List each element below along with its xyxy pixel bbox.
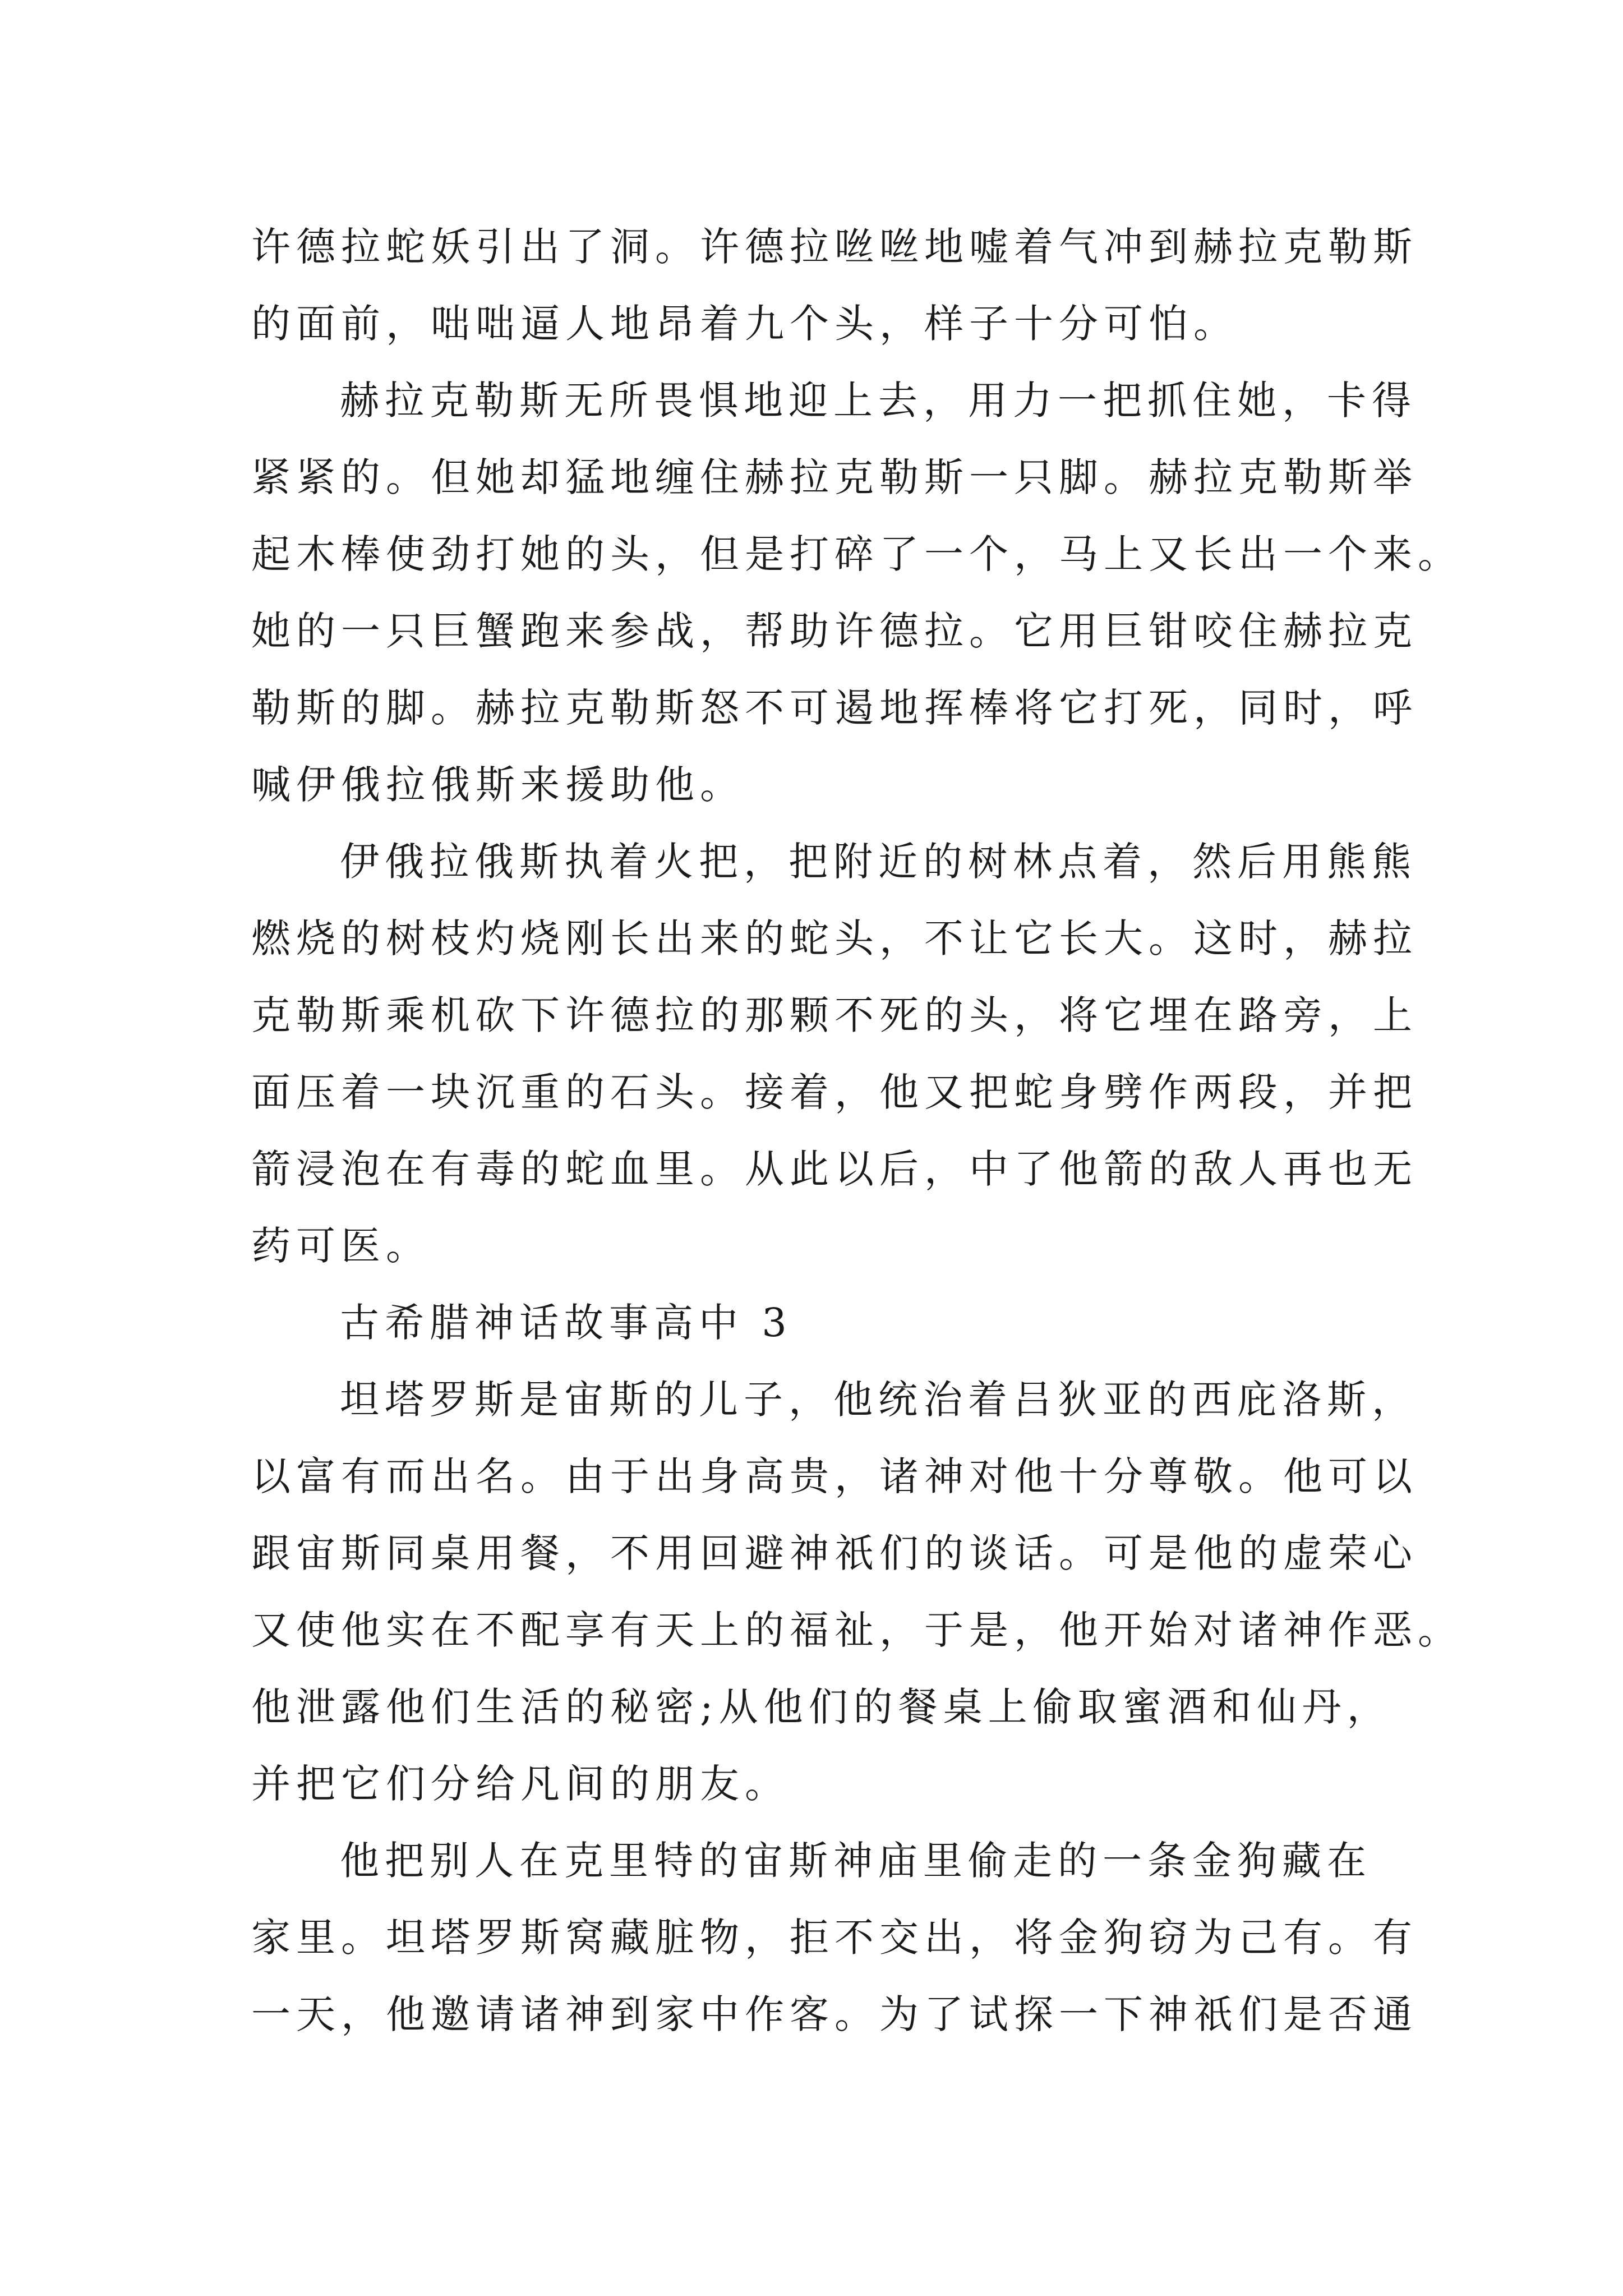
text-line: 赫拉克勒斯无所畏惧地迎上去，用力一把抓住她，卡得 (340, 378, 1417, 424)
paragraph-5 (251, 1823, 1418, 2053)
text-line: 一天，他邀请诸神到家中作客。为了试探一下神祇们是否通 (251, 1991, 1418, 2037)
paragraph-2 (251, 362, 1463, 823)
text-line: 伊俄拉俄斯执着火把，把附近的树林点着，然后用熊熊 (340, 839, 1417, 885)
text-line: 燃烧的树枝灼烧刚长出来的蛇头，不让它长大。这时，赫拉 (251, 915, 1418, 961)
paragraph-4 (251, 1361, 1463, 1823)
text-line: 克勒斯乘机砍下许德拉的那颗不死的头，将它埋在路旁，上 (251, 992, 1418, 1038)
text-line: 箭浸泡在有毒的蛇血里。从此以后，中了他箭的敌人再也无 (251, 1146, 1418, 1192)
text-line: 他泄露他们生活的秘密;从他们的餐桌上偷取蜜酒和仙丹， (251, 1684, 1392, 1730)
paragraph-1 (251, 209, 1418, 362)
text-line: 药可医。 (251, 1223, 431, 1269)
paragraph-3 (251, 823, 1418, 1285)
text-line: 许德拉蛇妖引出了洞。许德拉咝咝地嘘着气冲到赫拉克勒斯 (251, 224, 1418, 270)
text-line: 的面前，咄咄逼人地昂着九个头，样子十分可怕。 (251, 301, 1238, 347)
text-line: 勒斯的脚。赫拉克勒斯怒不可遏地挥棒将它打死，同时，呼 (251, 685, 1418, 731)
text-line: 喊伊俄拉俄斯来援助他。 (251, 762, 745, 808)
heading-text: 古希腊神话故事高中 3 (340, 1300, 792, 1346)
text-line: 面压着一块沉重的石头。接着，他又把蛇身劈作两段，并把 (251, 1069, 1418, 1115)
text-line: 并把它们分给凡间的朋友。 (251, 1761, 790, 1807)
text-line: 紧紧的。但她却猛地缠住赫拉克勒斯一只脚。赫拉克勒斯举 (251, 454, 1418, 500)
text-line: 她的一只巨蟹跑来参战，帮助许德拉。它用巨钳咬住赫拉克 (251, 608, 1418, 654)
text-line: 起木棒使劲打她的头，但是打碎了一个，马上又长出一个来。 (251, 531, 1463, 577)
text-line: 又使他实在不配享有天上的福祉，于是，他开始对诸神作恶。 (251, 1607, 1463, 1653)
text-line: 家里。坦塔罗斯窝藏脏物，拒不交出，将金狗窃为己有。有 (251, 1915, 1418, 1961)
document-body (251, 209, 1463, 2053)
section-heading (251, 1285, 1390, 1361)
text-line: 以富有而出名。由于出身高贵，诸神对他十分尊敬。他可以 (251, 1453, 1418, 1499)
text-line: 跟宙斯同桌用餐，不用回避神祇们的谈话。可是他的虚荣心 (251, 1530, 1418, 1576)
text-line: 他把别人在克里特的宙斯神庙里偷走的一条金狗藏在 (340, 1838, 1372, 1884)
text-line: 坦塔罗斯是宙斯的儿子，他统治着吕狄亚的西庇洛斯， (340, 1377, 1417, 1423)
